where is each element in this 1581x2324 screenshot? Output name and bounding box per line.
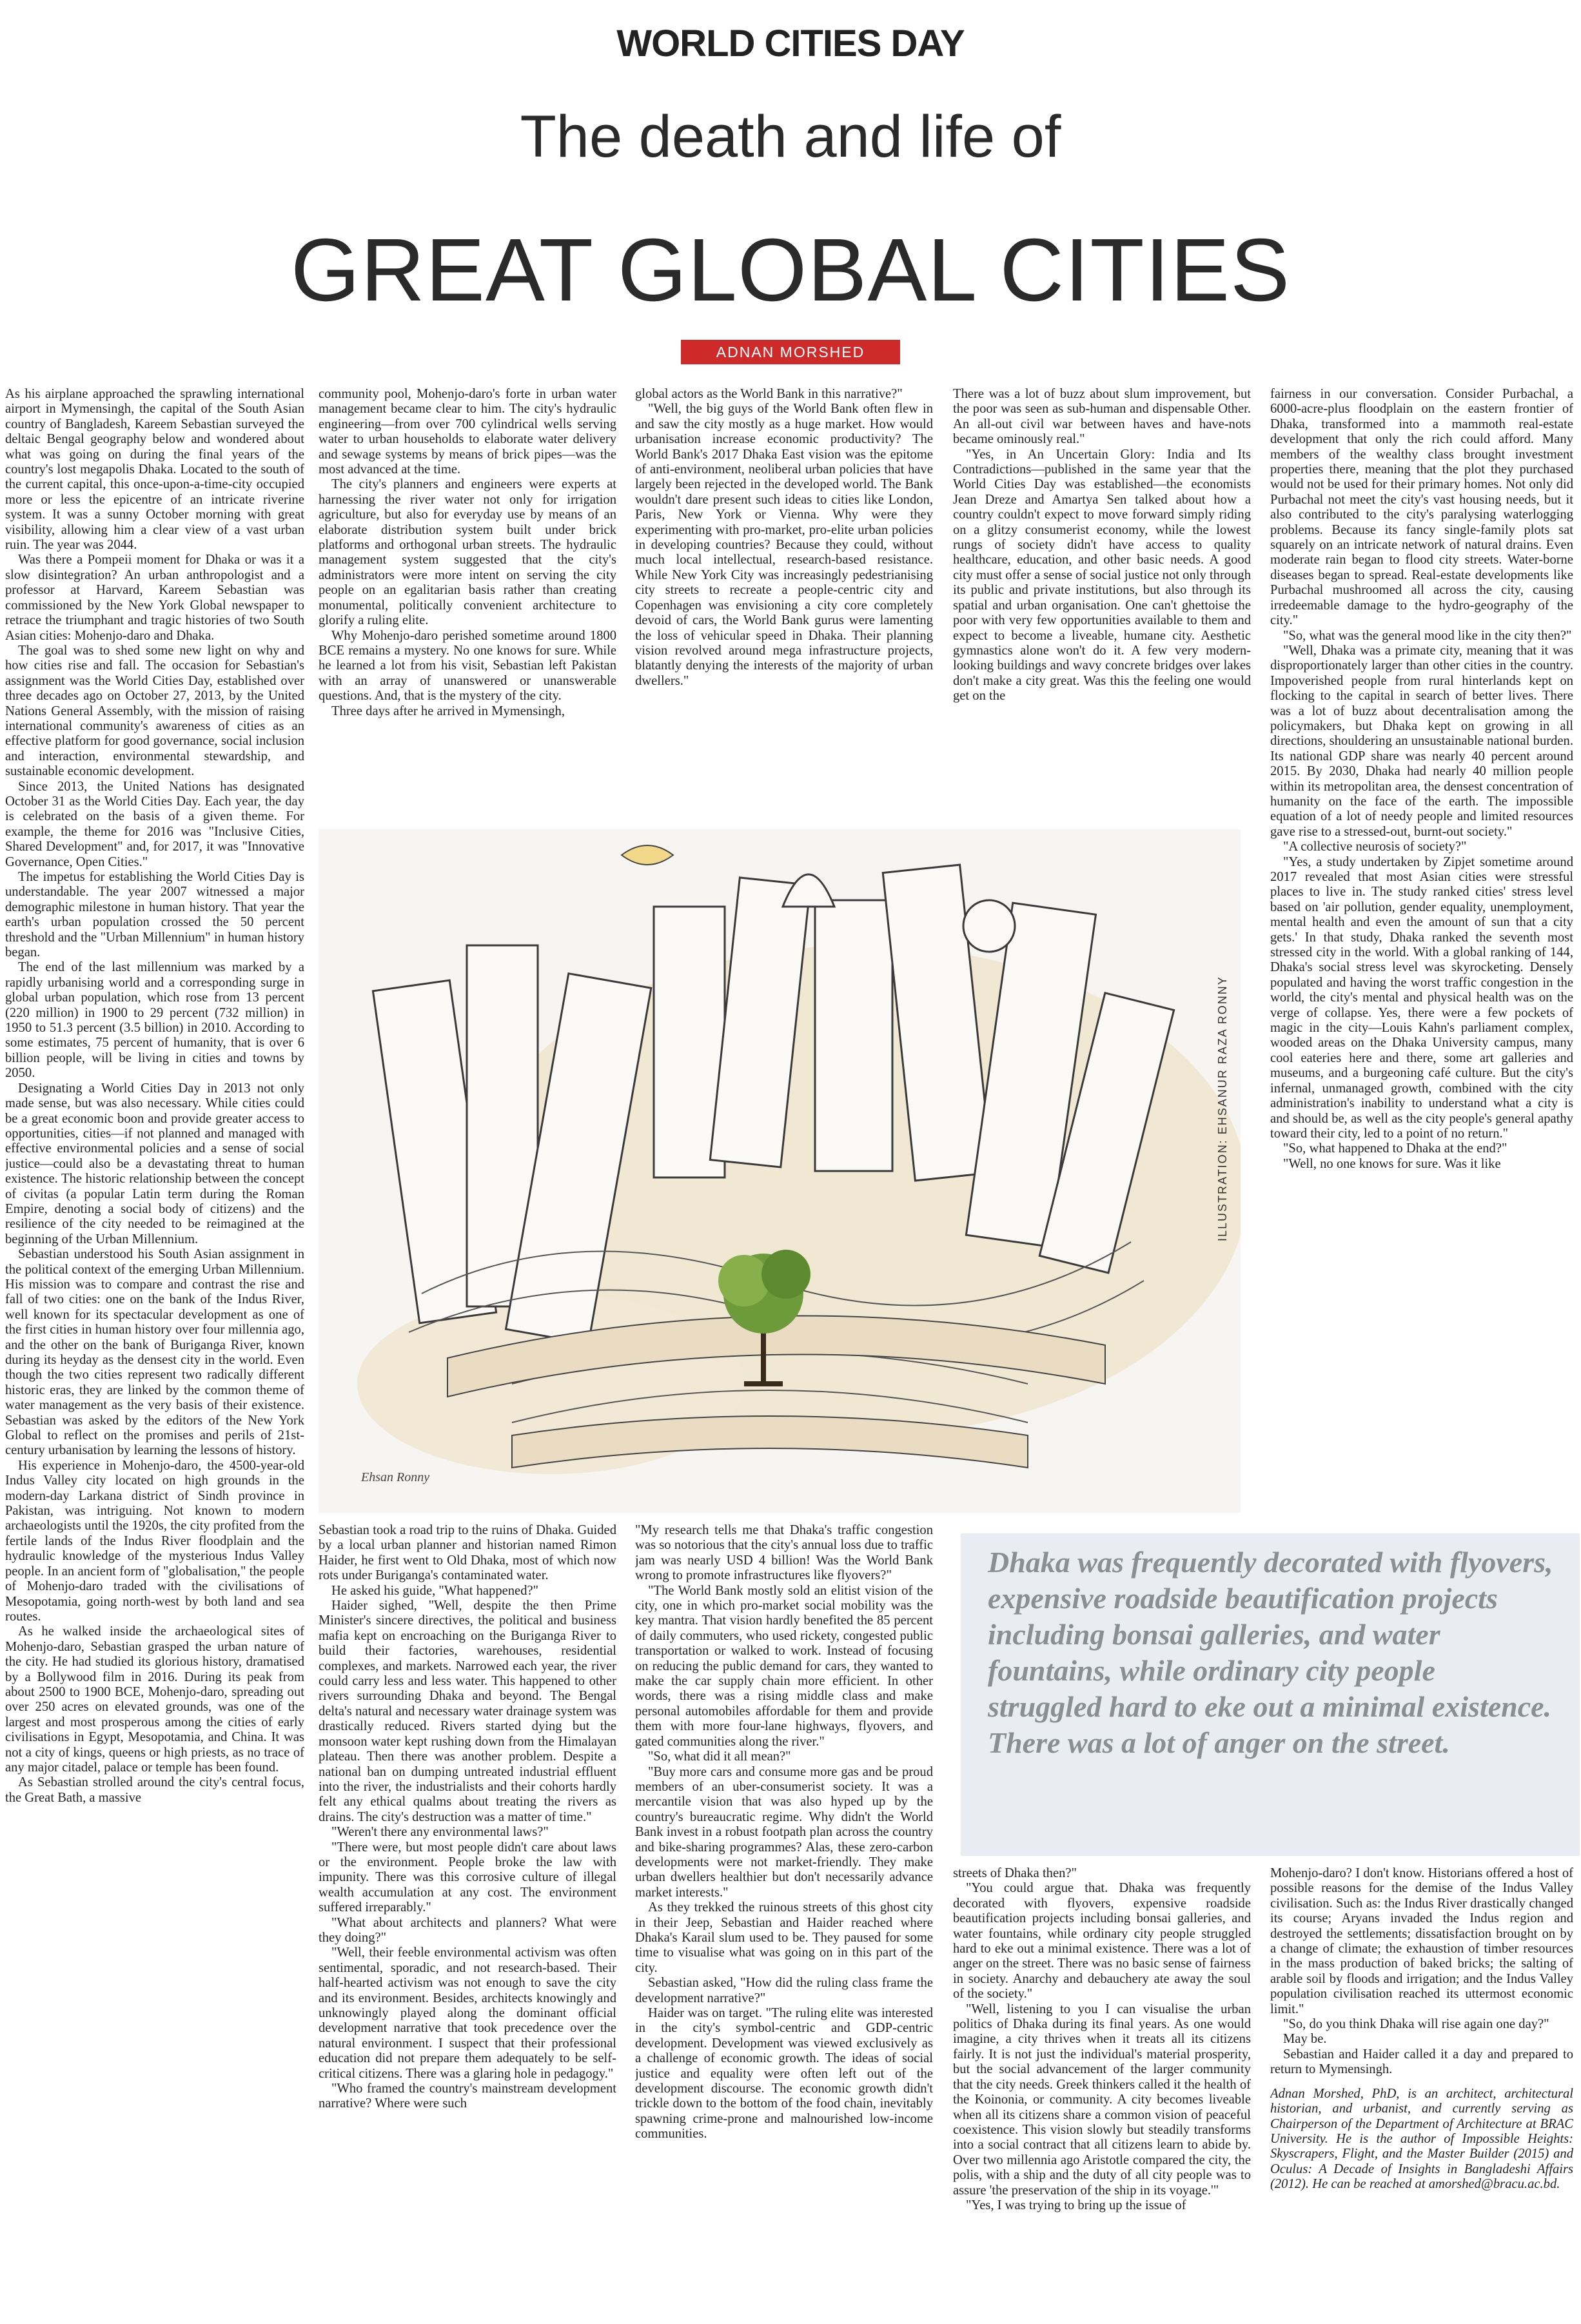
paragraph: "There were, but most people didn't care about laws or the environment. People broke the law with impunity. There was this corrosive culture of illegal wealth accumulation at any cost. The environment suffered irreparably." xyxy=(319,1840,616,1915)
paragraph: Sebastian asked, "How did the ruling class frame the development narrative?" xyxy=(635,1976,933,2005)
paragraph: "So, do you think Dhaka will rise again one day?" xyxy=(1283,2017,1549,2032)
paragraph: As his airplane approached the sprawling international airport in Mymensingh, the capital of the South Asian country of Bangladesh, Kareem Sebastian surveyed the deltaic Bengal geography below and wondered about what was going on during the final years of the country's lost megapolis Dhaka. Located to the south of the current capital, this once-upon-a-time-city occupied more or less the epicentre of an intricate riverine system. It was a sunny October morning with great visibility, allowing him a clear view of a vast urban ruin. The year was 2044. xyxy=(5,387,304,553)
paragraph: His experience in Mohenjo-daro, the 4500-year-old Indus Valley city located on high grounds in the modern-day Larkana district of Sindh province in Pakistan, was intriguing. Not known to modern archaeologists until the 1920s, the city profited from the fertile lands of the Indus River floodplain and the hydraulic knowledge of the mysterious Indus Valley people. In an ancient form of "globalisation," the people of Mohenjo-daro traded with the civilisations of Mesopotamia, going north-west by both land and sea routes. xyxy=(5,1458,304,1624)
byline: ADNAN MORSHED xyxy=(681,340,900,364)
column-4-bottom xyxy=(953,1866,1251,2320)
column-2-top xyxy=(319,387,616,825)
column-5-top xyxy=(1270,387,1573,1522)
pull-quote: Dhaka was frequently decorated with flyovers, expensive roadside beautification projects including bonsai galleries, and water fountains, while ordinary city people struggled hard to eke out a minimal existence. There was a lot of anger on the street. xyxy=(988,1546,1553,1759)
paragraph: "So, what did it all mean?" xyxy=(648,1749,791,1764)
paragraph: May be. xyxy=(1283,2032,1327,2047)
paragraph: Three days after he arrived in Mymensingh, xyxy=(331,704,565,718)
paragraph: "Weren't there any environmental laws?" xyxy=(331,1825,549,1840)
paragraph: "Well, the big guys of the World Bank often flew in and saw the city mostly as a huge market. How would urbanisation increase economic productivity? The World Bank's 2017 Dhaka East vision was the epitome of anti-environment, neoliberal urban policies that have largely been rejected in the developed world. The Bank wouldn't dare present such ideas to cities like London, Paris, New York or Vienna. Why were they experimenting with pro-market, pro-elite urban policies in developing countries? Because they could, without much local intellectual, research-based resistance. While New York City was increasingly pedestrianising city streets to recreate a people-centric city and Copenhagen was envisioning a city core completely devoid of cars, the World Bank gurus were lamenting the loss of vehicular speed in Dhaka. Their planning vision revolved around mega infrastructure projects, blatantly denying the interests of the majority of urban dwellers." xyxy=(635,402,933,688)
paragraph: "Well, no one knows for sure. Was it like xyxy=(1283,1156,1501,1171)
paragraph: fairness in our conversation. Consider Purbachal, a 6000-acre-plus floodplain on the eastern frontier of Dhaka, transformed into a mammoth real-estate development that only the rich could afford. Many members of the wealthy class brought investment properties there, meaning that the plot they purchased would not be used for their primary homes. Not only did Purbachal not meet the city's vast housing needs, but it also contributed to the city's paralysing waterlogging problems. Because its fancy single-family plots sat squarely on an intricate network of natural drains. Even moderate rain began to flood city streets. Water-borne diseases began to spread. Real-estate developments like Purbachal mushroomed all across the city, causing irredeemable damage to the hydro-geography of the city." xyxy=(1270,387,1573,628)
paragraph: "You could argue that. Dhaka was frequently decorated with flyovers, expensive roadside beautification projects including bonsai galleries, and water fountains, while ordinary city people struggled hard to eke out a minimal existence. There was a lot of anger on the street. There was no basic sense of fairness in society. Anarchy and debauchery ate away the soul of the society." xyxy=(953,1881,1251,2002)
column-3-top xyxy=(635,387,933,825)
paragraph: "What about architects and planners? What were they doing?" xyxy=(319,1915,616,1945)
paragraph: "Well, listening to you I can visualise the urban politics of Dhaka during its final years. As one would imagine, a city thrives when it treats all its citizens fairly. It is not just the individual's material prosperity, but the social advancement of the larger community that the city needs. Greek thinkers called it the health of the Koinonia, or community. A city becomes liveable when all its citizens share a common vision of peaceful coexistence. This vision slowly but steadily transforms into a social contract that all citizens learn to abide by. Over two millennia ago Aristotle compared the city, the polis, with a ship and the duty of all city people was to assure 'the preservation of the ship in its voyage.'" xyxy=(953,2002,1251,2198)
paragraph: "Well, Dhaka was a primate city, meaning that it was disproportionately larger than other cities in the country. Impoverished people from rural hinterlands kept on flocking to the capital in search of better lives. There was a lot of buzz about decentralisation among the policymakers, but Dhaka kept on growing in all directions, shouldering an unsustainable national burden. Its national GDP share was nearly 40 percent around 2015. By 2030, Dhaka had nearly 40 million people within its metropolitan area, the densest concentration of humanity on the face of the earth. The impossible equation of a lot of needy people and limited resources gave rise to a stressed-out, burnt-out society." xyxy=(1270,643,1573,839)
paragraph: "Who framed the country's mainstream development narrative? Where were such xyxy=(319,2082,616,2111)
paragraph: streets of Dhaka then?" xyxy=(953,1866,1077,1880)
author-bio: Adnan Morshed, PhD, is an architect, architectural historian, and urbanist, and currently serving as Chairperson of the Department of Architecture at BRAC University. He is the author of Impossible Heights: Skyscrapers, Flight, and the Master Builder (2015) and Oculus: A Decade of Insights in Bangladeshi Affairs (2012). He can be reached at amorshed@bracu.ac.bd. xyxy=(1270,2086,1573,2192)
city-illustration xyxy=(319,829,1241,1513)
paragraph: As Sebastian strolled around the city's central focus, the Great Bath, a massive xyxy=(5,1775,304,1805)
paragraph: community pool, Mohenjo-daro's forte in urban water management became clear to him. The city's hydraulic engineering—from over 700 cylindrical wells serving water to urban households to elaborate water delivery and sewage systems by means of brick pipes—was the most advanced at the time. xyxy=(319,387,616,477)
paragraph: global actors as the World Bank in this narrative?" xyxy=(635,387,903,401)
paragraph: "The World Bank mostly sold an elitist vision of the city, one in which pro-market social mobility was the key mantra. That vision hardly benefited the 85 percent of daily commuters, who used rickety, congested public transportation or walked to work. Instead of focusing on reducing the public demand for cars, they wanted to make the car supply chain more efficient. In other words, there was a rising middle class and make personal automobiles affordable for them and provide them with more four-lane highways, flyovers, and gated communities along the river." xyxy=(635,1583,933,1749)
paragraph: "Yes, I was trying to bring up the issue of xyxy=(966,2198,1186,2212)
paragraph: Haider sighed, "Well, despite the then Prime Minister's sincere directives, the political and business mafia kept on encroaching on the Buriganga River to build their factories, warehouses, residential complexes, and markets. Narrowed each year, the river could carry less and less water. This happened to other rivers surrounding Dhaka and beyond. The Bengal delta's natural and necessary water drainage system was drastically reduced. Rivers started dying but the monsoon water kept rushing down from the Himalayan plateau. Then there was another problem. Despite a national ban on dumping untreated industrial effluent into the river, the industrialists and their cohorts hardly felt any ethical qualms about treating the rivers as drains. The city's destruction was a matter of time." xyxy=(319,1599,616,1824)
paragraph: "Well, their feeble environmental activism was often sentimental, sporadic, and not research-based. Their half-hearted activism was not enough to save the city and its environment. Besides, architects knowingly and unknowingly played along the dominant official development narrative that took precedence over the natural environment. I suspect that their professional education did not prepare them adequately to be self-critical citizens. There was a glaring hole in pedagogy." xyxy=(319,1945,616,2081)
column-4-top xyxy=(953,387,1251,825)
paragraph: Mohenjo-daro? I don't know. Historians offered a host of possible reasons for the demise of the Indus Valley civilisation. Such as: the Indus River drastically changed its course; Aryans invaded the Indus region and destroyed the settlements; dissatisfaction brought on by a change of climate; the exhaustion of timber resources in the mass production of baked bricks; the salting of arable soil by floods and irrigation; and the Indus Valley population civilisation reached its uttermost economic limit." xyxy=(1270,1866,1573,2016)
paragraph: "Buy more cars and consume more gas and be proud members of an uber-consumerist society. It was a mercantile vision that was also hyped up by the country's bureaucratic regime. Why didn't the World Bank invest in a robust footpath plan across the country and bike-sharing programmes? Alas, these zero-carbon developments were not market-friendly. They make urban dwellers healthier but don't necessarily advance market interests." xyxy=(635,1764,933,1900)
paragraph: He asked his guide, "What happened?" xyxy=(331,1583,539,1598)
paragraph: The goal was to shed some new light on why and how cities rise and fall. The occasion for Sebastian's assignment was the World Cities Day, established over three decades ago on October 27, 2013, by the United Nations General Assembly, with the mission of raising international community's awareness of cities as an effective platform for good governance, social inclusion and interaction, environmental stewardship, and sustainable economic development. xyxy=(5,643,304,779)
paragraph: Haider was on target. "The ruling elite was interested in the city's symbol-centric and GDP-centric development. Development was viewed exclusively as a challenge of economic growth. The ideas of social justice and equality were often left out of the development discourse. The economic growth didn't trickle down to the bottom of the food chain, inevitably spawning crime-prone and malnourished low-income communities. xyxy=(635,2006,933,2142)
paragraph: The end of the last millennium was marked by a rapidly urbanising world and a corresponding surge in global urban population, which rose from 13 percent (220 million) in 1900 to 29 percent (732 million) in 1950 to 51.3 percent (3.5 billion) in 2010. According to some estimates, 75 percent of humanity, that is over 6 billion people, will be living in cities and towns by 2050. xyxy=(5,960,304,1081)
paragraph: "Yes, a study undertaken by Zipjet sometime around 2017 revealed that most Asian cities were stressful places to live in. The study ranked cities' stress level based on 'air pollution, gender equality, unemployment, mental health and even the amount of sun that a city gets.' In that study, Dhaka ranked the seventh most stressed city in the world. With a global ranking of 144, Dhaka's social stress level was skyrocketing. Densely populated and having the worst traffic congestion in the world, the city's mental and physical health was on the verge of collapse. Yes, there were a few pockets of magic in the city—Louis Kahn's parliament complex, wooded areas on the Dhaka University campus, many cool eateries here and there, some art galleries and museums, and a burgeoning café culture. But the city's infernal, unmanaged growth, combined with the city administration's inability to understand what a city is and should be, as well as the city people's general apathy toward their city, led to a point of no return." xyxy=(1270,854,1573,1141)
column-5-bottom xyxy=(1270,1866,1573,2320)
illustration-credit: ILLUSTRATION: EHSANUR RAZA RONNY xyxy=(1216,976,1229,1241)
column-3-bottom xyxy=(635,1523,933,2320)
paragraph: The city's planners and engineers were experts at harnessing the river water not only for irrigation agriculture, but also for everyday use by means of an elaborate distribution system built under brick platforms and orthogonal urban streets. The hydraulic management system suggested that the city's administrators were more intent on serving the city people on an egalitarian basis rather than creating monumental, politically convenient architecture to glorify a ruling elite. xyxy=(319,477,616,628)
paragraph: "So, what happened to Dhaka at the end?" xyxy=(1283,1141,1507,1156)
paragraph: "A collective neurosis of society?" xyxy=(1283,840,1467,854)
paragraph: "My research tells me that Dhaka's traffic congestion was so notorious that the city's annual loss due to traffic jam was nearly USD 4 billion! Was the World Bank wrong to promote infrastructures like flyovers?" xyxy=(635,1523,933,1583)
headline-line-1: The death and life of xyxy=(520,104,1061,170)
paragraph: Since 2013, the United Nations has designated October 31 as the World Cities Day. Each year, the day is celebrated on the basis of a given theme. For example, the theme for 2016 was "Inclusive Cities, Shared Development" and, for 2017, it was "Innovative Governance, Open Cities." xyxy=(5,779,304,869)
paragraph: Was there a Pompeii moment for Dhaka or was it a slow disintegration? An urban anthropologist and a professor at Harvard, Kareem Sebastian was commissioned by the New York Global newspaper to retrace the triumphant and tragic histories of two South Asian cities: Mohenjo-daro and Dhaka. xyxy=(5,553,304,643)
paragraph: Why Mohenjo-daro perished sometime around 1800 BCE remains a mystery. No one knows for sure. While he learned a lot from his visit, Sebastian left Pakistan with an array of unanswered or unanswerable questions. And, that is the mystery of the city. xyxy=(319,628,616,704)
paragraph: Designating a World Cities Day in 2013 not only made sense, but was also necessary. While cities could be a great economic boon and provide greater access to opportunities, cities—if not planned and managed with effective environmental policies and a sense of social justice—could also be a devastating threat to human existence. The historic relationship between the concept of civitas (a popular Latin term during the Roman Empire, denoting a social body of citizens) and the resilience of the city needed to be reimagined at the beginning of the Urban Millennium. xyxy=(5,1081,304,1246)
paragraph: As they trekked the ruinous streets of this ghost city in their Jeep, Sebastian and Haider reached where Dhaka's Karail slum used to be. They paused for some time to visualise what was going on in this part of the city. xyxy=(635,1900,933,1975)
illustration-signature: Ehsan Ronny xyxy=(361,1470,430,1484)
paragraph: "So, what was the general mood like in the city then?" xyxy=(1283,628,1572,643)
paragraph: Sebastian understood his South Asian assignment in the political context of the emerging Urban Millennium. His mission was to compare and contrast the rise and fall of two cities: one on the bank of the Indus River, well known for its spectacular development as one of the first cities in human history over four millennia ago, and the other on the bank of Buriganga River, known during its heyday as the densest city in the world. Even though the two cities represent two radically different historic eras, they are linked by the common theme of water management as the very basis of their existence. Sebastian was asked by the editors of the New York Global to reflect on the promises and perils of 21st-century urbanisation by learning the lessons of history. xyxy=(5,1247,304,1458)
section-label: WORLD CITIES DAY xyxy=(616,23,965,64)
paragraph: Sebastian and Haider called it a day and prepared to return to Mymensingh. xyxy=(1270,2047,1573,2077)
paragraph: Sebastian took a road trip to the ruins of Dhaka. Guided by a local urban planner and historian named Rimon Haider, he first went to Old Dhaka, most of which now rots under Buriganga's contaminated water. xyxy=(319,1523,616,1583)
paragraph: "Yes, in An Uncertain Glory: India and Its Contradictions—published in the same year that the World Cities Day was established—the economists Jean Dreze and Amartya Sen talked about how a country couldn't expect to move forward simply riding on a glitzy consumerist economy, while the lowest rungs of society didn't have access to quality healthcare, education, and other basic needs. A good city must offer a sense of social justice not only through its public and private institutions, but also through its spatial and urban organisation. One can't ghettoise the poor with very few opportunities available to them and expect to become a liveable, humane city. Aesthetic gymnastics alone won't do it. A few very modern-looking buildings and wavy concrete bridges over lakes don't make a city great. Was this the feeling one would get on the xyxy=(953,447,1251,704)
paragraph: As he walked inside the archaeological sites of Mohenjo-daro, Sebastian grasped the urban nature of the city. He had studied its glorious history, dramatised by a Bollywood film in 2016. During its peak from about 2500 to 1900 BCE, Mohenjo-daro, spreading out over 250 acres on elevated grounds, was one of the largest and most prosperous among the cities of early civilisations in Egypt, Mesopotamia, and China. It was not a city of kings, queens or high priests, as no trace of any major citadel, palace or temple has been found. xyxy=(5,1624,304,1775)
paragraph: The impetus for establishing the World Cities Day is understandable. The year 2007 witnessed a major demographic milestone in human history. That year the earth's urban population crossed the 50 percent threshold and the "Urban Millennium" in human history began. xyxy=(5,870,304,960)
paragraph: There was a lot of buzz about slum improvement, but the poor was seen as sub-human and dispensable Other. An all-out civil war between haves and have-nots became ominously real." xyxy=(953,387,1251,447)
column-1 xyxy=(5,387,304,2320)
column-2-bottom xyxy=(319,1523,616,2320)
headline-line-2: GREAT GLOBAL CITIES xyxy=(290,221,1291,320)
